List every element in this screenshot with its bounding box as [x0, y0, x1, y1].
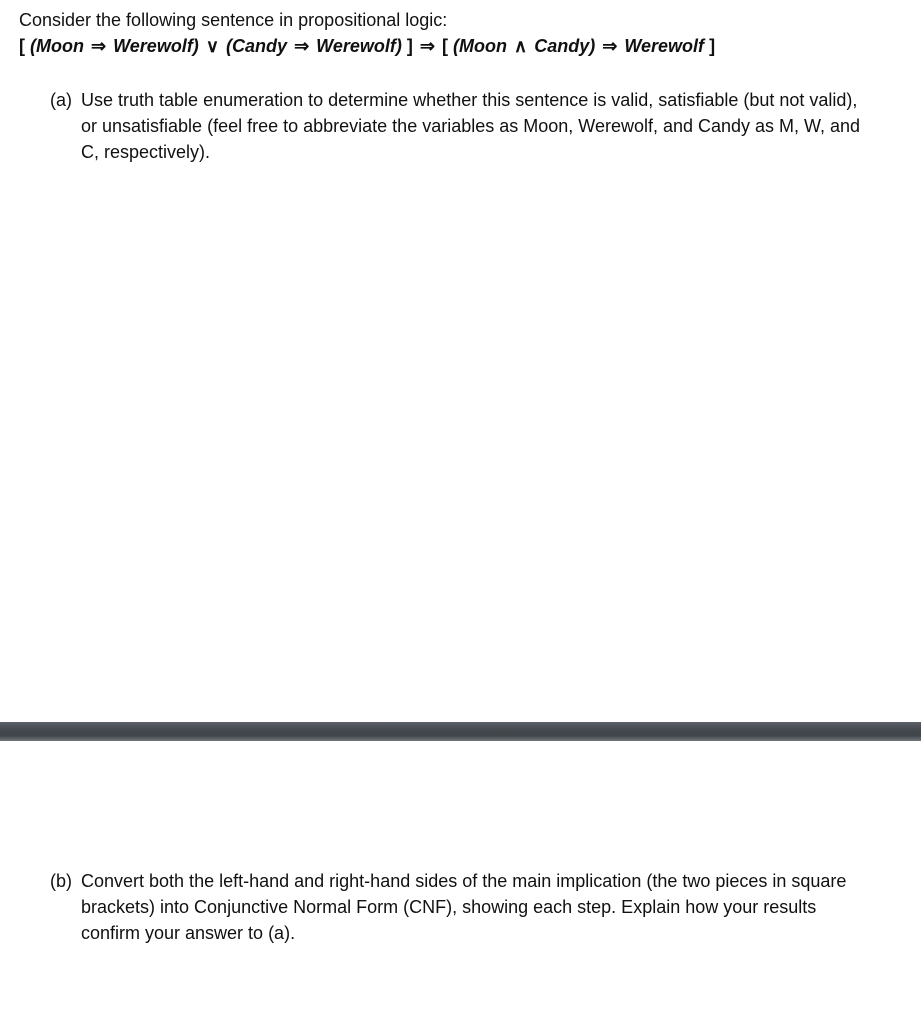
question-a [50, 87, 870, 165]
or-symbol: ∨ [205, 36, 220, 56]
formula-werewolf-1: Werewolf) [113, 36, 199, 56]
intro-text: Consider the following sentence in propositional logic: [19, 10, 448, 30]
formula-open-bracket: [ [19, 36, 25, 56]
formula-werewolf-3: Werewolf [624, 36, 705, 56]
implies-symbol: ⇒ [294, 36, 310, 56]
question-b [50, 868, 870, 946]
page-divider-bar [0, 722, 921, 741]
formula-rhs-open-bracket: [ [442, 36, 448, 56]
question-b-text: Convert both the left-hand and right-hand sides of the main implication (the two pieces in square brackets) into Conjunctive Normal Form (CNF), showing each step. Explain how your results confirm your answer to (a). [81, 871, 847, 943]
logic-formula [19, 35, 715, 57]
formula-candy-2: Candy) [534, 36, 596, 56]
implies-symbol: ⇒ [91, 36, 107, 56]
question-a-text: Use truth table enumeration to determine whether this sentence is valid, satisfiable (but not valid), or unsatisfiable (feel free to abbreviate the variables as Moon, Werewolf, and Candy as M, W, and C, respectively). [81, 90, 861, 162]
formula-rhs-close-bracket: ] [709, 36, 716, 56]
question-a-label: (a) [50, 90, 72, 110]
formula-candy-1: (Candy [226, 36, 288, 56]
main-implies-symbol: ⇒ [419, 36, 435, 56]
formula-moon-2: (Moon [453, 36, 507, 56]
formula-werewolf-2: Werewolf) [316, 36, 402, 56]
question-b-label: (b) [50, 871, 72, 891]
formula-moon-1: (Moon [30, 36, 84, 56]
formula-close-bracket: ] [406, 36, 413, 56]
implies-symbol: ⇒ [602, 36, 618, 56]
and-symbol: ∧ [514, 36, 528, 56]
